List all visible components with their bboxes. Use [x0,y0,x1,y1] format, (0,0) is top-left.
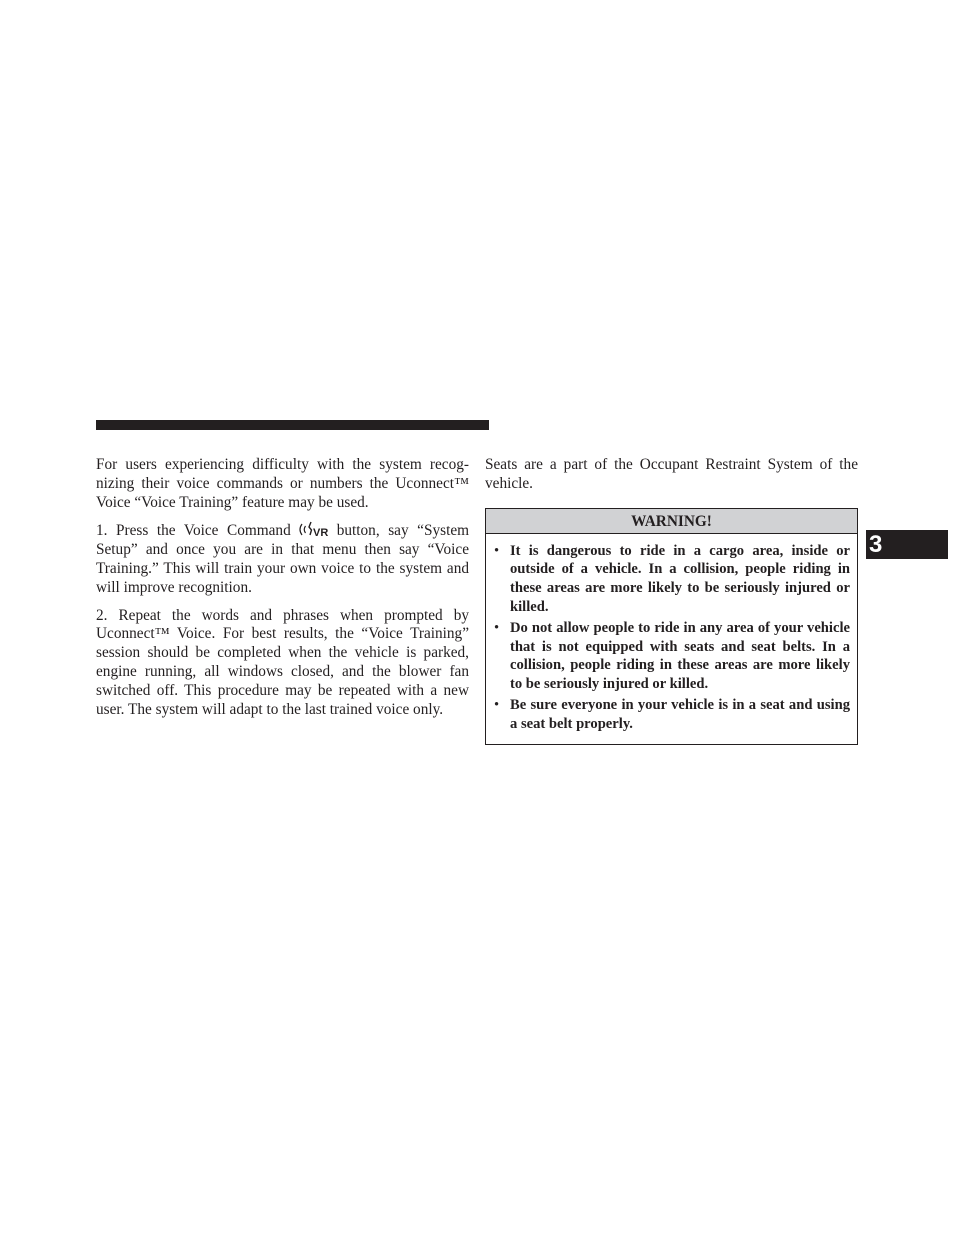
right-column [485,456,858,745]
voice-command-vr-icon [295,521,333,538]
warning-item: • Do not allow people to ride in any area of your vehicle that is not equipped with seats and seat belts. In a collision, people riding in these areas are more likely to be seriously injured or killed. [510,619,850,694]
voice-training-step-1 [96,521,469,597]
voice-training-step-2: 2. Repeat the words and phrases when prompted by Uconnect™ Voice. For best results, the “Voice Training” session should be completed when the vehicle is parked, engine running, all windows closed, and the blower fan switched off. This procedure may be repeated with a new user. The system will adapt to the last trained voice only. [96,606,469,718]
section-divider-bar [96,420,489,430]
warning-item: • Be sure everyone in your vehicle is in a seat and using a seat belt properly. [510,696,850,734]
voice-training-intro: For users experiencing difficulty with the system recog-nizing their voice commands or numbers the Uconnect™ Voice “Voice Training” feature may be used. [96,456,469,511]
seats-intro: Seats are a part of the Occupant Restraint System of the vehicle. [485,456,858,492]
left-column [96,456,469,728]
chapter-number: 3 [869,531,883,558]
warning-list [486,534,857,744]
step-1-text-end: button, say “System Setup” and once you are in that menu then say “Voice Training.” This will train your own voice to the system and will improve recognition. [96,522,470,596]
vr-icon-label: VR [312,527,329,539]
warning-box [485,508,858,745]
warning-heading: WARNING! [486,509,857,534]
step-1-text-start: 1. Press the Voice Command [96,522,291,540]
chapter-tab [866,530,948,559]
warning-item: • It is dangerous to ride in a cargo area, inside or outside of a vehicle. In a collision, people riding in these areas are more likely to be seriously injured or killed. [510,542,850,617]
